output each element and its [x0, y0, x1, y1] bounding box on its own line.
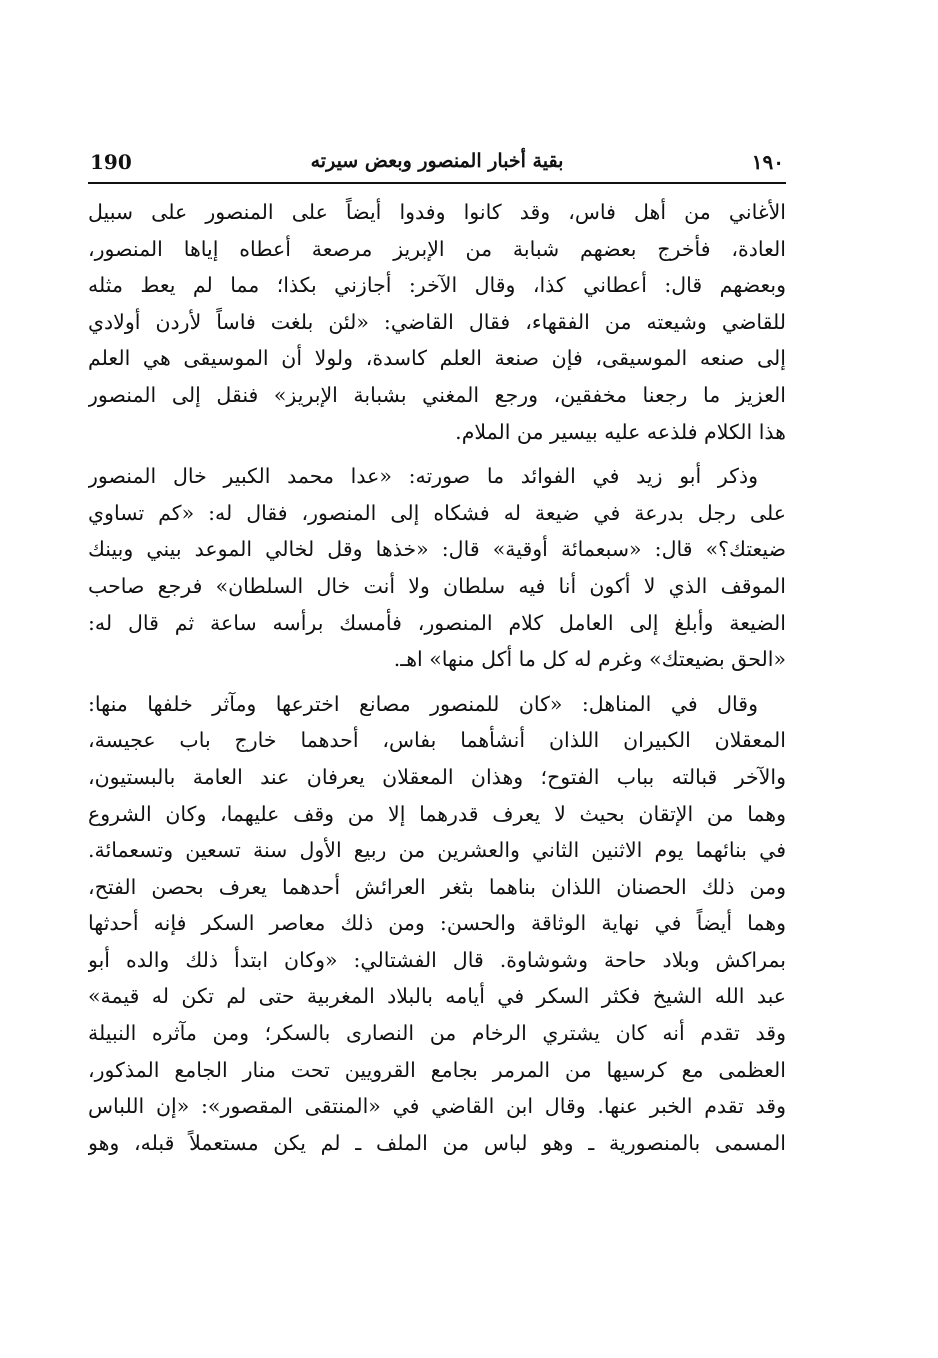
text-line: وذكر أبو زيد في الفوائد ما صورته: «عدا محمد الكبير خال المنصور: [88, 464, 758, 489]
page-body: [88, 194, 786, 1161]
text-line: وقد تقدم الخبر عنها. وقال ابن القاضي في «المنتقى المقصور»: «إن اللباس: [88, 1094, 786, 1119]
text-line: للقاضي وشيعته من الفقهاء، فقال القاضي: «لئن بلغت فاساً لأردن أولادي: [88, 309, 786, 334]
paragraph-1: [88, 194, 786, 450]
text-line: ضيعتك؟» قال: «سبعمائة أوقية» قال: «خذها وقل لخالي الموعد بيني وبينك: [88, 537, 786, 562]
text-line: المسمى بالمنصورية ـ وهو لباس من الملف ـ لم يكن مستعملاً قبله، وهو: [88, 1130, 786, 1155]
text-line: العزيز ما رجعنا مخفقين، ورجع المغني بشبابة الإبريز» فنقل إلى المنصور: [88, 382, 786, 407]
text-line: في بنائهما يوم الاثنين الثاني والعشرين من ربيع الأول سنة تسعين وتسعمائة.: [88, 838, 786, 863]
text-line: والآخر قبالته بباب الفتوح؛ وهذان المعقلان يعرفان عند العامة بالبستيون،: [88, 764, 786, 789]
text-line: إلى صنعه الموسيقى، فإن صنعة العلم كاسدة، ولولا أن الموسيقى هي العلم: [88, 346, 786, 371]
text-line: المعقلان الكبيران اللذان أنشأهما بفاس، أحدهما خارج باب عجيسة،: [88, 728, 786, 753]
running-title: بقية أخبار المنصور وبعض سيرته: [310, 150, 564, 172]
text-line: بمراكش وبلاد حاحة وشوشاوة. قال الفشتالي: «وكان ابتدأ ذلك والده أبو: [88, 947, 786, 972]
text-line: وهما أيضاً في نهاية الوثاقة والحسن: ومن ذلك معاصر السكر فإنه أحدثها: [88, 911, 786, 936]
text-line: الأغاني من أهل فاس، وقد كانوا وفدوا أيضاً على المنصور على سبيل: [88, 200, 786, 224]
text-line: وهما من الإتقان بحيث لا يعرف قدرهما إلا من وقف عليهما، وكان الشروع: [88, 801, 786, 826]
text-line: هذا الكلام فلذعه عليه بيسير من الملام.: [455, 419, 786, 444]
text-line: الموقف الذي لا أكون أنا فيه سلطان ولا أنت خال السلطان» فرجع صاحب: [88, 573, 786, 598]
paragraph-2: [88, 458, 786, 678]
text-line: العادة، فأخرج بعضهم شبابة من الإبريز مرصعة أعطاه إياها المنصور،: [88, 236, 786, 261]
page-header: [88, 148, 786, 184]
text-line: ومن ذلك الحصنان اللذان بناهما بثغر العرائش أحدهما يعرف بحصن الفتح،: [88, 874, 786, 899]
text-line: وقد تقدم أنه كان يشتري الرخام من النصارى بالسكر؛ ومن مآثره النبيلة: [88, 1021, 786, 1046]
page-number-latin: 190: [90, 150, 132, 174]
paragraph-3: [88, 686, 786, 1162]
text-line: الضيعة وأبلغ إلى العامل كلام المنصور، فأمسك برأسه ساعة ثم قال له:: [88, 610, 786, 635]
text-line: على رجل بدرعة في ضيعة له فشكاه إلى المنصور، فقال له: «كم تساوي: [88, 500, 786, 525]
page-number-arabic: ١٩٠: [751, 150, 784, 174]
text-line: العظمى مع كرسيها من المرمر بجامع القرويين تحت منار الجامع المذكور،: [88, 1057, 786, 1082]
text-line: وقال في المناهل: «كان للمنصور مصانع اخترعها ومآثر خلفها منها:: [88, 691, 758, 716]
text-line: وبعضهم قال: أعطاني كذا، وقال الآخر: أجازني بكذا؛ مما لم يعط مثله: [88, 273, 786, 298]
book-page: [88, 148, 786, 1161]
text-line: عبد الله الشيخ فكثر السكر في أيامه بالبلاد المغربية حتى لم تكن له قيمة»: [88, 984, 786, 1009]
text-line: «الحق بضيعتك» وغرم له كل ما أكل منها» اهـ.: [393, 647, 786, 672]
